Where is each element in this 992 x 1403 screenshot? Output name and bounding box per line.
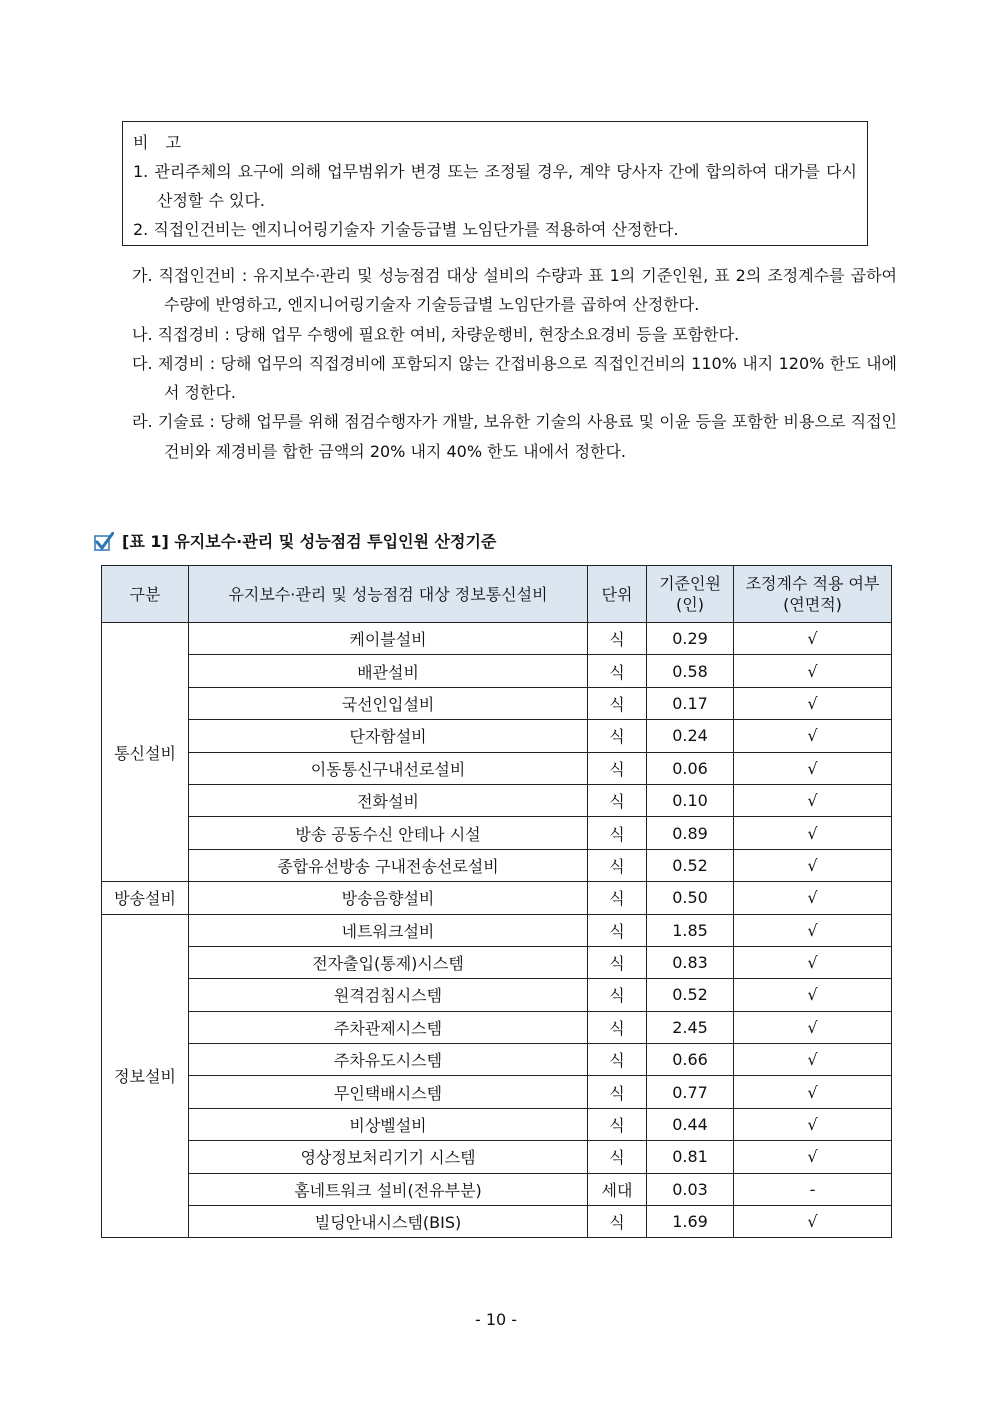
staff-cell: 0.81 bbox=[647, 1141, 734, 1173]
unit-cell: 식 bbox=[588, 784, 647, 816]
note-item: 2. 직접인건비는 엔지니어링기술자 기술등급별 노임단가를 적용하여 산정한다. bbox=[133, 220, 679, 239]
table-row bbox=[102, 655, 892, 687]
table-header-row bbox=[102, 566, 892, 623]
facility-cell: 영상정보처리기기 시스템 bbox=[189, 1141, 588, 1173]
unit-cell: 식 bbox=[588, 1076, 647, 1108]
facility-cell: 단자함설비 bbox=[189, 720, 588, 752]
adjustment-cell: √ bbox=[734, 623, 892, 655]
facility-cell: 전화설비 bbox=[189, 784, 588, 816]
paragraph: 라. 기술료 : 당해 업무를 위해 점검수행자가 개발, 보유한 기술의 사용료 및 이윤 등을 포함한 비용으로 직접인건비와 제경비를 합한 금액의 20% 내지 40% 한도 내에서 정한다. bbox=[132, 412, 897, 461]
staff-cell: 0.89 bbox=[647, 817, 734, 849]
adjustment-cell: √ bbox=[734, 946, 892, 978]
table-row bbox=[102, 687, 892, 719]
adjustment-cell: √ bbox=[734, 979, 892, 1011]
staff-cell: 0.50 bbox=[647, 882, 734, 914]
category-cell: 정보설비 bbox=[102, 914, 189, 1238]
section-title-text: [표 1] 유지보수·관리 및 성능점검 투입인원 산정기준 bbox=[122, 532, 497, 551]
staff-cell: 0.44 bbox=[647, 1108, 734, 1140]
adjustment-cell: √ bbox=[734, 882, 892, 914]
adjustment-cell: - bbox=[734, 1173, 892, 1205]
page-number: - 10 - bbox=[474, 1310, 518, 1329]
note-item: 1. 관리주체의 요구에 의해 업무범위가 변경 또는 조정될 경우, 계약 당사자 간에 합의하여 대가를 다시 산정할 수 있다. bbox=[133, 162, 857, 210]
unit-cell: 식 bbox=[588, 655, 647, 687]
note-box bbox=[122, 121, 868, 246]
checkbox-check-icon bbox=[94, 532, 114, 552]
table-body bbox=[102, 623, 892, 1238]
facility-cell: 주차유도시스템 bbox=[189, 1044, 588, 1076]
facility-cell: 빌딩안내시스템(BIS) bbox=[189, 1206, 588, 1238]
unit-cell: 식 bbox=[588, 623, 647, 655]
unit-cell: 식 bbox=[588, 849, 647, 881]
table-row bbox=[102, 849, 892, 881]
adjustment-cell: √ bbox=[734, 1206, 892, 1238]
unit-cell: 식 bbox=[588, 720, 647, 752]
table-row bbox=[102, 817, 892, 849]
facility-cell: 무인택배시스템 bbox=[189, 1076, 588, 1108]
staff-cell: 1.69 bbox=[647, 1206, 734, 1238]
staff-cell: 0.06 bbox=[647, 752, 734, 784]
unit-cell: 식 bbox=[588, 687, 647, 719]
adjustment-cell: √ bbox=[734, 817, 892, 849]
facility-cell: 케이블설비 bbox=[189, 623, 588, 655]
header-facility: 유지보수·관리 및 성능점검 대상 정보통신설비 bbox=[189, 566, 588, 623]
unit-cell: 식 bbox=[588, 1206, 647, 1238]
table-row bbox=[102, 914, 892, 946]
unit-cell: 식 bbox=[588, 1011, 647, 1043]
category-cell: 방송설비 bbox=[102, 882, 189, 914]
adjustment-cell: √ bbox=[734, 1076, 892, 1108]
table-row bbox=[102, 1141, 892, 1173]
paragraph: 나. 직접경비 : 당해 업무 수행에 필요한 여비, 차량운행비, 현장소요경비 등을 포함한다. bbox=[132, 324, 740, 344]
unit-cell: 세대 bbox=[588, 1173, 647, 1205]
table-row bbox=[102, 1044, 892, 1076]
staff-cell: 0.29 bbox=[647, 623, 734, 655]
adjustment-cell: √ bbox=[734, 914, 892, 946]
facility-cell: 종합유선방송 구내전송선로설비 bbox=[189, 849, 588, 881]
facility-cell: 네트워크설비 bbox=[189, 914, 588, 946]
header-staff-line2: (인) bbox=[676, 595, 704, 614]
unit-cell: 식 bbox=[588, 914, 647, 946]
staff-cell: 0.58 bbox=[647, 655, 734, 687]
facility-cell: 원격검침시스템 bbox=[189, 979, 588, 1011]
unit-cell: 식 bbox=[588, 946, 647, 978]
staff-cell: 0.52 bbox=[647, 849, 734, 881]
staffing-table bbox=[101, 565, 892, 1238]
adjustment-cell: √ bbox=[734, 1108, 892, 1140]
facility-cell: 비상벨설비 bbox=[189, 1108, 588, 1140]
staff-cell: 0.10 bbox=[647, 784, 734, 816]
adjustment-cell: √ bbox=[734, 655, 892, 687]
facility-cell: 이동통신구내선로설비 bbox=[189, 752, 588, 784]
table-row bbox=[102, 882, 892, 914]
paragraph: 가. 직접인건비 : 유지보수·관리 및 성능점검 대상 설비의 수량과 표 1의 기준인원, 표 2의 조정계수를 곱하여 수량에 반영하고, 엔지니어링기술자 기술등급별 노임단가를 곱하여 산정한다. bbox=[132, 266, 897, 315]
header-adjustment-line1: 조정계수 적용 여부 bbox=[745, 574, 880, 593]
facility-cell: 전자출입(통제)시스템 bbox=[189, 946, 588, 978]
staff-cell: 0.52 bbox=[647, 979, 734, 1011]
facility-cell: 국선인입설비 bbox=[189, 687, 588, 719]
unit-cell: 식 bbox=[588, 1141, 647, 1173]
adjustment-cell: √ bbox=[734, 752, 892, 784]
unit-cell: 식 bbox=[588, 882, 647, 914]
category-cell: 통신설비 bbox=[102, 623, 189, 882]
adjustment-cell: √ bbox=[734, 849, 892, 881]
table-row bbox=[102, 1206, 892, 1238]
adjustment-cell: √ bbox=[734, 720, 892, 752]
header-adjustment bbox=[734, 566, 892, 623]
staff-cell: 1.85 bbox=[647, 914, 734, 946]
staff-cell: 0.24 bbox=[647, 720, 734, 752]
facility-cell: 주차관제시스템 bbox=[189, 1011, 588, 1043]
staff-cell: 0.03 bbox=[647, 1173, 734, 1205]
staff-cell: 0.77 bbox=[647, 1076, 734, 1108]
unit-cell: 식 bbox=[588, 817, 647, 849]
unit-cell: 식 bbox=[588, 752, 647, 784]
unit-cell: 식 bbox=[588, 1044, 647, 1076]
paragraph-list bbox=[132, 261, 897, 466]
table-row bbox=[102, 720, 892, 752]
facility-cell: 배관설비 bbox=[189, 655, 588, 687]
staff-cell: 2.45 bbox=[647, 1011, 734, 1043]
table-row bbox=[102, 1011, 892, 1043]
staff-cell: 0.83 bbox=[647, 946, 734, 978]
paragraph: 다. 제경비 : 당해 업무의 직접경비에 포함되지 않는 간접비용으로 직접인건비의 110% 내지 120% 한도 내에서 정한다. bbox=[132, 353, 897, 403]
section-title bbox=[94, 529, 496, 555]
adjustment-cell: √ bbox=[734, 1011, 892, 1043]
table-row bbox=[102, 1173, 892, 1205]
table-row bbox=[102, 979, 892, 1011]
unit-cell: 식 bbox=[588, 1108, 647, 1140]
adjustment-cell: √ bbox=[734, 1044, 892, 1076]
table-row bbox=[102, 946, 892, 978]
header-staff-line1: 기준인원 bbox=[659, 574, 721, 593]
facility-cell: 홈네트워크 설비(전유부분) bbox=[189, 1173, 588, 1205]
adjustment-cell: √ bbox=[734, 1141, 892, 1173]
table-row bbox=[102, 1076, 892, 1108]
adjustment-cell: √ bbox=[734, 784, 892, 816]
header-unit: 단위 bbox=[588, 566, 647, 623]
staff-cell: 0.17 bbox=[647, 687, 734, 719]
facility-cell: 방송 공동수신 안테나 시설 bbox=[189, 817, 588, 849]
header-category: 구분 bbox=[102, 566, 189, 623]
unit-cell: 식 bbox=[588, 979, 647, 1011]
table-row bbox=[102, 1108, 892, 1140]
header-staff bbox=[647, 566, 734, 623]
table-row bbox=[102, 784, 892, 816]
table-row bbox=[102, 752, 892, 784]
note-title: 비 고 bbox=[133, 133, 187, 152]
staff-cell: 0.66 bbox=[647, 1044, 734, 1076]
adjustment-cell: √ bbox=[734, 687, 892, 719]
facility-cell: 방송음향설비 bbox=[189, 882, 588, 914]
table-row bbox=[102, 623, 892, 655]
header-adjustment-line2: (연면적) bbox=[783, 595, 842, 614]
